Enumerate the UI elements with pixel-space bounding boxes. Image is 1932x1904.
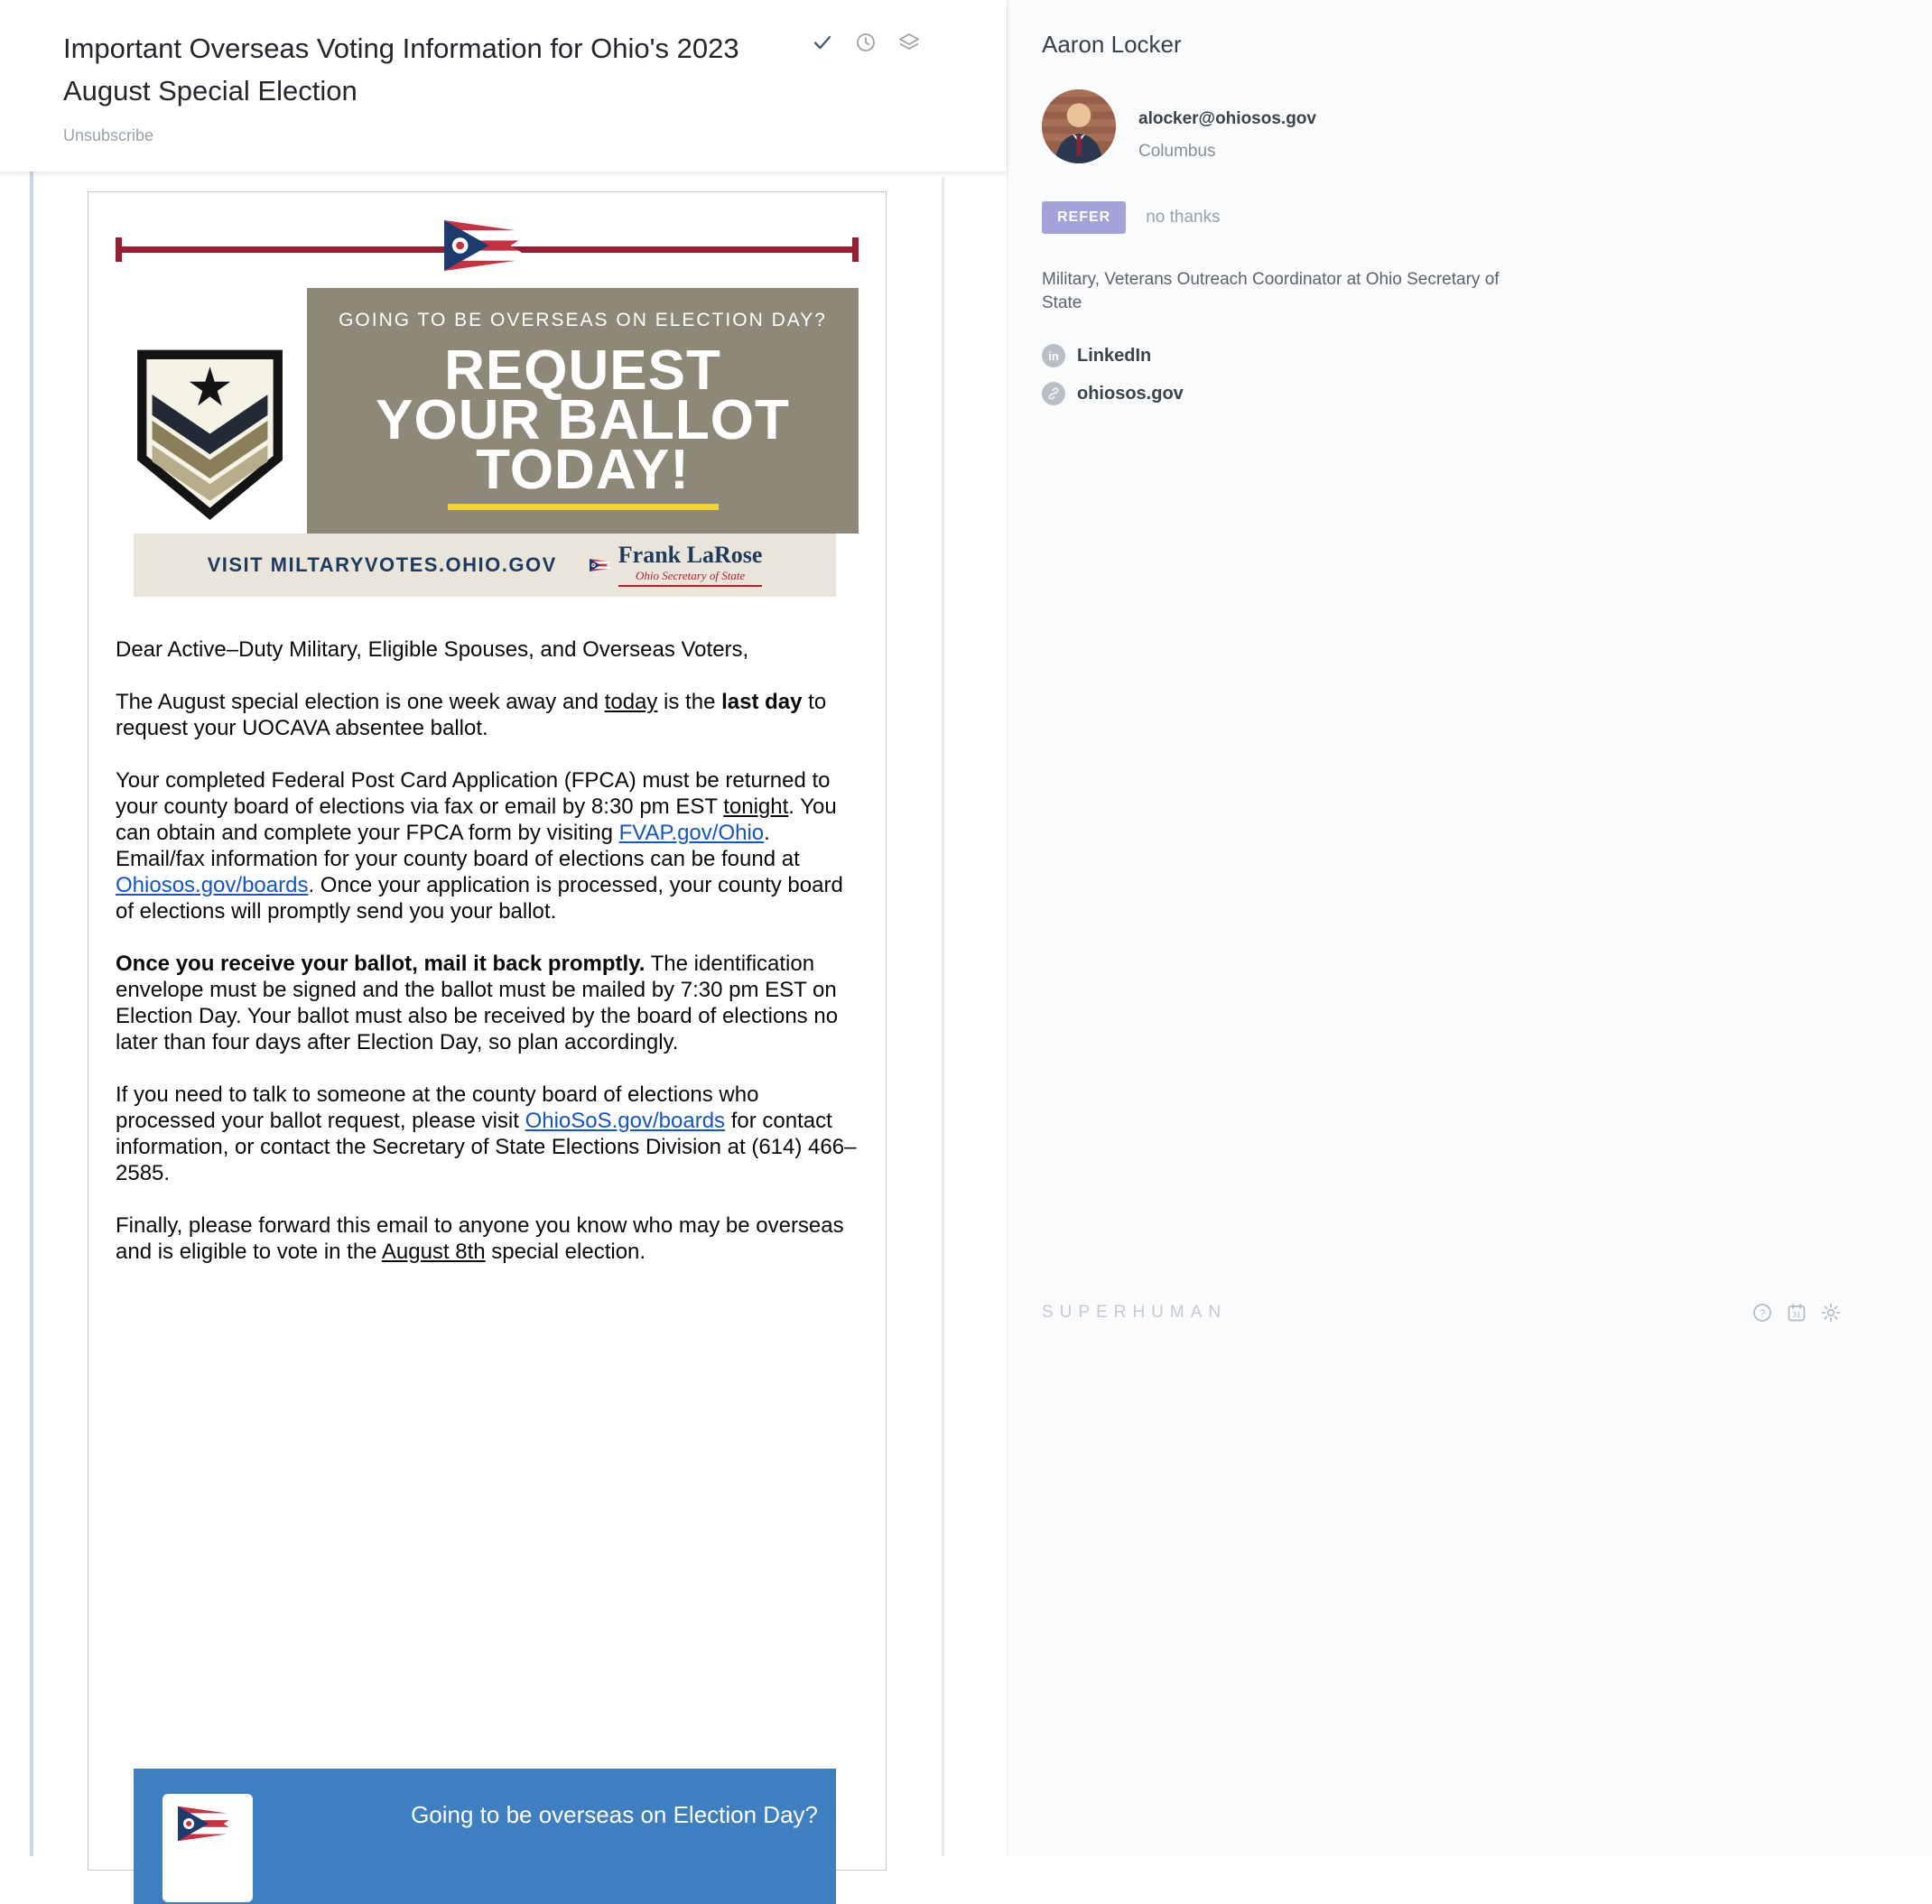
hero-footer-strip — [134, 534, 836, 597]
email-content-card — [88, 191, 887, 1871]
email-text: If you need to talk to someone at the county board of elections who processed your ballot request, please visit — [116, 1082, 759, 1133]
email-paragraph — [116, 1082, 858, 1186]
website-label: ohiosos.gov — [1077, 383, 1184, 404]
email-text: The August special election is one week away and — [116, 690, 605, 714]
refer-button[interactable]: REFER — [1042, 201, 1126, 234]
linkedin-icon: in — [1042, 344, 1065, 367]
military-chevron-badge-icon — [135, 348, 284, 521]
larose-subtitle: Ohio Secretary of State — [618, 569, 763, 587]
layers-icon[interactable] — [897, 31, 921, 54]
hero-title-line: YOUR BALLOT — [376, 389, 790, 451]
svg-text:31: 31 — [1792, 1310, 1801, 1319]
email-text: special election. — [485, 1240, 646, 1264]
contact-email: alocker@ohiosos.gov — [1138, 109, 1316, 128]
email-text: today — [604, 690, 658, 714]
svg-text:?: ? — [1759, 1308, 1766, 1319]
email-text: is the — [657, 690, 722, 714]
hero-title-line: REQUEST — [444, 339, 721, 402]
banner-flag-box — [163, 1794, 253, 1902]
banner-question-text: Going to be overseas on Election Day? — [411, 1801, 818, 1828]
banner-flag-icon — [178, 1805, 237, 1843]
visit-url-text: VISIT MILTARYVOTES.OHIO.GOV — [207, 553, 557, 576]
contact-job-title: Military, Veterans Outreach Coordinator at Ohio Secretary of State — [1042, 270, 1500, 312]
email-text: . Once your application is processed, your county board of elections will promptly send you your ballot. — [116, 873, 843, 924]
email-text: Finally, please forward this email to anyone you know who may be overseas and is eligible to vote in the — [116, 1213, 844, 1264]
email-text: for contact information, or contact the Secretary of State Elections Division at (614) 466–2585. — [116, 1109, 857, 1185]
footer-icons — [1751, 1302, 1842, 1324]
email-text: Once you receive your ballot, mail it back promptly. — [116, 952, 646, 976]
no-thanks-link[interactable]: no thanks — [1146, 208, 1221, 227]
website-link[interactable] — [1042, 382, 1932, 405]
email-text: Your completed Federal Post Card Application (FPCA) must be returned to your county board of elections via fax or email by 8:30 pm EST — [116, 768, 831, 819]
email-salutation: Dear Active–Duty Military, Eligible Spouses, and Overseas Voters, — [116, 637, 749, 662]
email-paragraph — [116, 767, 858, 924]
ohio-flag-pennant-icon — [444, 218, 531, 274]
contact-row — [1042, 89, 1932, 163]
email-action-icons — [811, 31, 921, 54]
larose-flag-icon — [590, 558, 611, 572]
email-header — [0, 0, 1007, 172]
scrollbar[interactable] — [942, 177, 944, 1856]
email-paragraph — [116, 951, 858, 1055]
email-text: August 8th — [381, 1240, 486, 1264]
help-icon[interactable] — [1751, 1302, 1773, 1324]
email-subject: Important Overseas Voting Information for Ohio's 2023 August Special Election — [63, 33, 739, 107]
calendar-icon[interactable] — [1786, 1302, 1807, 1324]
thread-accent-bar — [30, 172, 33, 1856]
frank-larose-logo — [590, 543, 763, 587]
bottom-cta-banner — [134, 1769, 836, 1904]
email-paragraph — [116, 689, 858, 741]
larose-name: Frank LaRose — [618, 542, 763, 568]
hero-underline — [448, 504, 719, 510]
email-body-paragraphs — [116, 689, 858, 1265]
avatar — [1042, 89, 1116, 163]
link-icon — [1042, 382, 1065, 405]
contact-links — [1042, 344, 1932, 405]
email-paragraph — [116, 1212, 858, 1265]
email-hyperlink[interactable]: FVAP.gov/Ohio — [618, 821, 765, 845]
unsubscribe-link[interactable]: Unsubscribe — [63, 126, 154, 144]
contact-info — [1138, 89, 1316, 163]
contact-name: Aaron Locker — [1042, 31, 1182, 58]
hero-title-line: TODAY! — [476, 439, 690, 501]
contact-sidebar — [1007, 0, 1932, 1856]
ohio-flag-rule — [116, 225, 859, 283]
email-hyperlink[interactable]: OhioSoS.gov/boards — [525, 1109, 726, 1133]
email-text: . Email/fax information for your county board of elections can be found at — [116, 821, 800, 871]
email-text: last day — [721, 690, 803, 714]
snooze-clock-icon[interactable] — [854, 31, 878, 54]
settings-gear-icon[interactable] — [1820, 1302, 1842, 1324]
mark-done-icon[interactable] — [811, 31, 834, 54]
superhuman-wordmark: SUPERHUMAN — [1042, 1303, 1228, 1322]
refer-row — [1042, 201, 1932, 234]
email-text: to request your UOCAVA absentee ballot. — [116, 690, 827, 740]
rule-end-cap — [852, 237, 859, 262]
hero-banner — [116, 288, 859, 597]
linkedin-link[interactable] — [1042, 344, 1932, 367]
hero-message-box — [307, 288, 859, 534]
email-text: tonight — [723, 794, 789, 819]
email-body — [116, 636, 858, 1265]
linkedin-label: LinkedIn — [1077, 345, 1152, 366]
email-hyperlink[interactable]: Ohiosos.gov/boards — [116, 873, 309, 897]
contact-location: Columbus — [1138, 142, 1216, 161]
hero-kicker: GOING TO BE OVERSEAS ON ELECTION DAY? — [339, 310, 827, 330]
email-text: The identification envelope must be signed and the ballot must be mailed by 7:30 pm EST on Election Day. Your ballot must also be received by the board of elections no later than four days after Election Day, so plan accordingly. — [116, 952, 839, 1054]
sidebar-footer — [1042, 1295, 1842, 1331]
email-text: . You can obtain and complete your FPCA form by visiting — [116, 794, 837, 845]
